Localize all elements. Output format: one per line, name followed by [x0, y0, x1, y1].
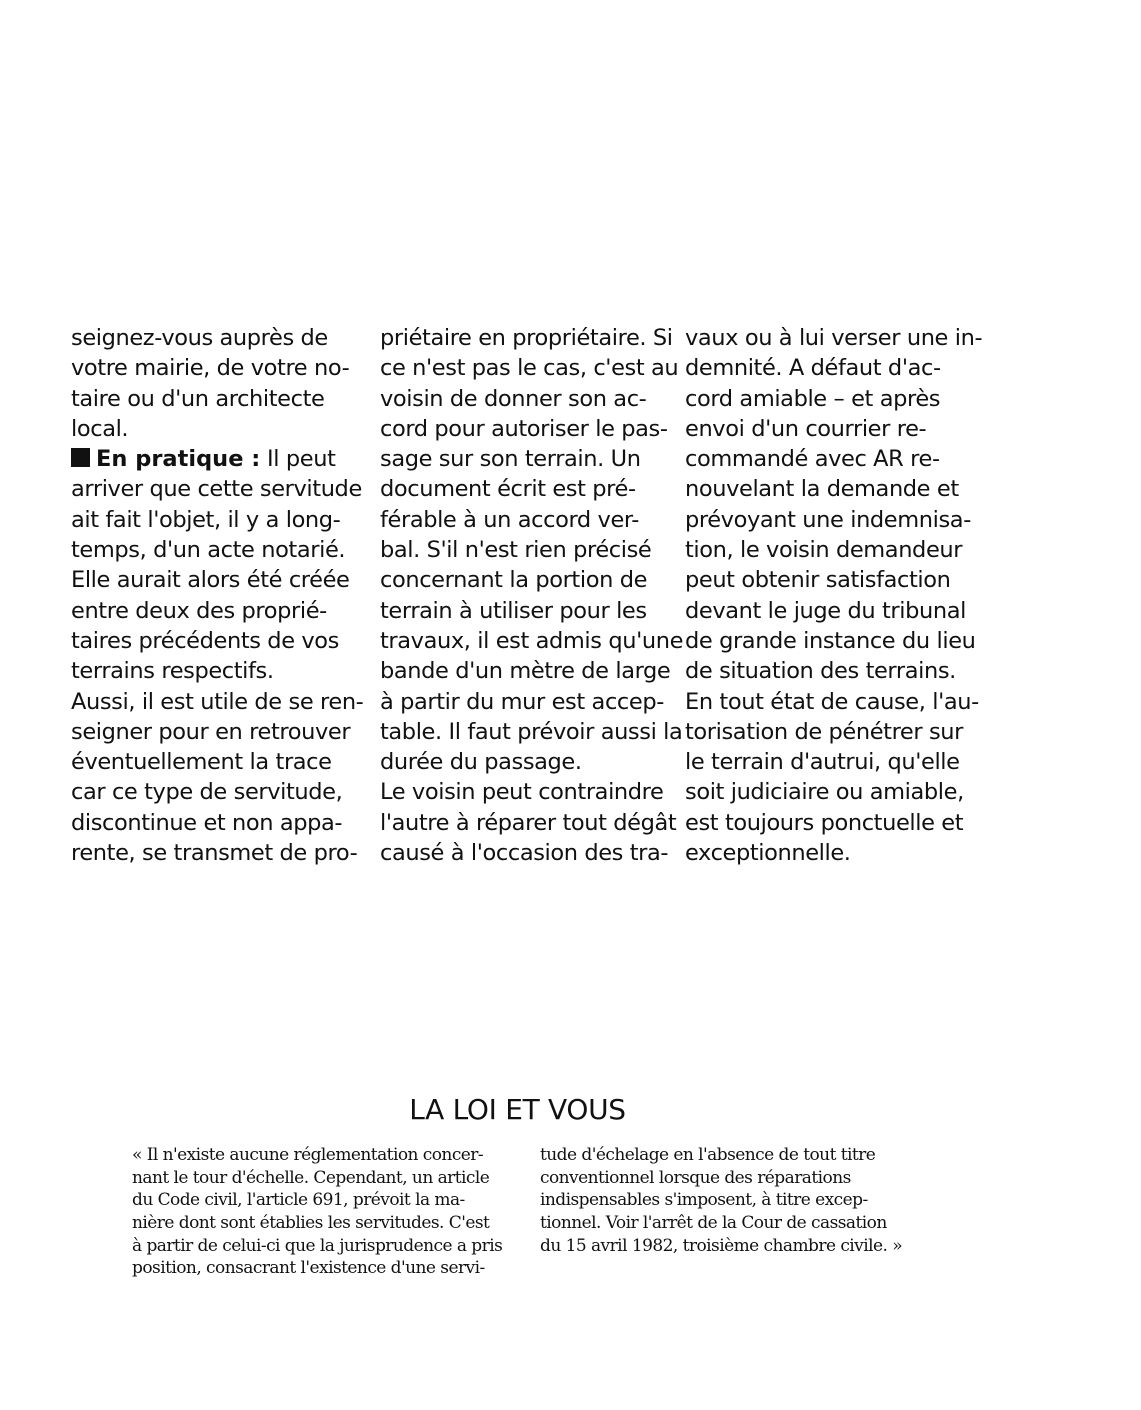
text-line: tion, le voisin demandeur [685, 537, 963, 564]
text-line: local. [71, 415, 129, 442]
text-line: éventuellement la trace [71, 749, 332, 776]
text-line: durée du passage. [380, 749, 582, 776]
text-line: entre deux des proprié- [71, 597, 327, 624]
text-line: taire ou d'un architecte [71, 385, 325, 412]
text-line: arriver que cette servitude [71, 476, 362, 503]
text-line: commandé avec AR re- [685, 446, 940, 473]
text-line: de grande instance du lieu [685, 627, 976, 654]
text-line: cord pour autoriser le pas- [380, 415, 668, 442]
practice-label: En pratique : [96, 446, 261, 473]
law-section-title: LA LOI ET VOUS [409, 1093, 626, 1126]
law-column-1 [132, 1144, 502, 1280]
law-text-line: tude d'échelage en l'absence de tout titre [540, 1145, 876, 1165]
text-line: l'autre à réparer tout dégât [380, 809, 677, 836]
text-line: demnité. A défaut d'ac- [685, 355, 941, 382]
text-line: exceptionnelle. [685, 840, 851, 867]
text-line: ce n'est pas le cas, c'est au [380, 355, 679, 382]
law-text-line: tionnel. Voir l'arrêt de la Cour de cassation [540, 1213, 887, 1234]
text-line: torisation de pénétrer sur [685, 718, 964, 745]
law-text-line: conventionnel lorsque des réparations [540, 1167, 851, 1188]
article-column-3 [685, 323, 982, 868]
text-line: vaux ou à lui verser une in- [685, 325, 983, 351]
text-line: férable à un accord ver- [380, 506, 640, 533]
text-line: Elle aurait alors été créée [71, 567, 350, 594]
law-text-line: « Il n'existe aucune réglementation concer- [132, 1145, 484, 1165]
text-line: seigner pour en retrouver [71, 718, 351, 745]
text-line: Aussi, il est utile de se ren- [71, 688, 364, 715]
text-line: terrains respectifs. [71, 658, 274, 685]
text-line: terrain à utiliser pour les [380, 597, 647, 624]
text-line: car ce type de servitude, [71, 779, 343, 806]
article-column-2 [380, 323, 683, 868]
text-line: bal. S'il n'est rien précisé [380, 537, 652, 564]
text-line: Le voisin peut contraindre [380, 779, 664, 806]
practice-text: Il peut [260, 446, 336, 473]
text-line: causé à l'occasion des tra- [380, 840, 669, 867]
law-text-line: du 15 avril 1982, troisième chambre civile. » [540, 1235, 903, 1256]
text-line: à partir du mur est accep- [380, 688, 664, 715]
text-line: de situation des terrains. [685, 658, 956, 685]
text-line: envoi d'un courrier re- [685, 415, 927, 442]
text-line: ait fait l'objet, il y a long- [71, 506, 341, 533]
text-line: cord amiable – et après [685, 385, 941, 412]
text-line: travaux, il est admis qu'une [380, 627, 684, 654]
text-line: le terrain d'autrui, qu'elle [685, 749, 960, 776]
article-column-1 [71, 323, 363, 868]
text-line: table. Il faut prévoir aussi la [380, 718, 683, 745]
law-column-2 [540, 1144, 902, 1257]
text-line: document écrit est pré- [380, 476, 636, 503]
text-line: votre mairie, de votre no- [71, 355, 350, 382]
text-line: nouvelant la demande et [685, 476, 959, 503]
text-line: temps, d'un acte notarié. [71, 537, 346, 564]
law-text-line: du Code civil, l'article 691, prévoit la ma- [132, 1190, 465, 1211]
text-line: seignez-vous auprès de [71, 325, 328, 351]
text-line: priétaire en propriétaire. Si [380, 325, 673, 351]
text-line: est toujours ponctuelle et [685, 809, 964, 836]
practice-line [71, 444, 363, 474]
bullet-square-icon [71, 448, 90, 467]
text-line: taires précédents de vos [71, 627, 339, 654]
text-line: voisin de donner son ac- [380, 385, 647, 412]
text-line: En tout état de cause, l'au- [685, 688, 979, 715]
text-line: bande d'un mètre de large [380, 658, 671, 685]
text-line: sage sur son terrain. Un [380, 446, 641, 473]
law-text-line: position, consacrant l'existence d'une servi- [132, 1258, 485, 1279]
text-line: rente, se transmet de pro- [71, 840, 358, 867]
text-line: discontinue et non appa- [71, 809, 343, 836]
text-line: devant le juge du tribunal [685, 597, 966, 624]
law-text-line: indispensables s'imposent, à titre excep- [540, 1190, 868, 1211]
law-text-line: à partir de celui-ci que la jurisprudence a pris [132, 1235, 503, 1256]
law-text-line: nière dont sont établies les servitudes. C'est [132, 1213, 490, 1234]
text-line: concernant la portion de [380, 567, 648, 594]
law-text-line: nant le tour d'échelle. Cependant, un article [132, 1167, 490, 1188]
text-line: peut obtenir satisfaction [685, 567, 951, 594]
text-line: prévoyant une indemnisa- [685, 506, 971, 533]
text-line: soit judiciaire ou amiable, [685, 779, 964, 806]
